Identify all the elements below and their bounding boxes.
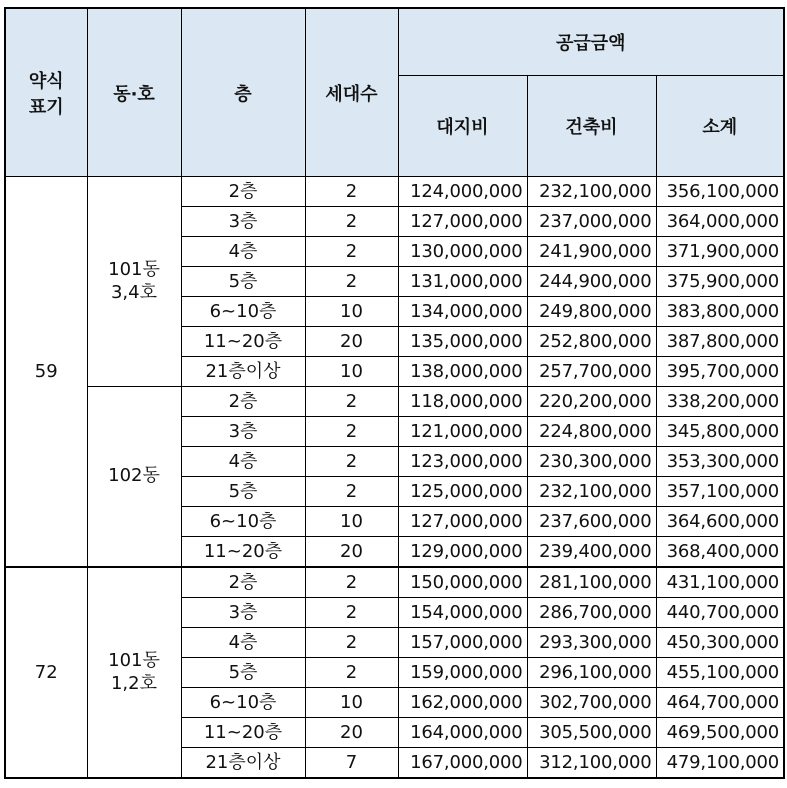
households-cell: 2 xyxy=(305,477,398,507)
land-cost-cell: 118,000,000 xyxy=(398,387,527,417)
land-cost-cell: 134,000,000 xyxy=(398,297,527,327)
subtotal-cell: 356,100,000 xyxy=(656,177,784,207)
subtotal-cell: 440,700,000 xyxy=(656,598,784,628)
floor-cell: 21층이상 xyxy=(181,748,305,779)
land-cost-cell: 154,000,000 xyxy=(398,598,527,628)
table-row xyxy=(5,387,784,417)
supply-price-table xyxy=(4,7,785,779)
households-cell: 20 xyxy=(305,537,398,568)
land-cost-cell: 123,000,000 xyxy=(398,447,527,477)
header-supply-amount: 공급금액 xyxy=(398,8,784,76)
households-cell: 2 xyxy=(305,628,398,658)
building-cost-cell: 224,800,000 xyxy=(527,417,656,447)
building-cost-cell: 237,000,000 xyxy=(527,207,656,237)
floor-cell: 11~20층 xyxy=(181,537,305,568)
building-cost-cell: 281,100,000 xyxy=(527,567,656,598)
header-dong-ho: 동·호 xyxy=(87,8,181,177)
floor-cell: 4층 xyxy=(181,447,305,477)
table-header xyxy=(5,8,784,177)
floor-cell: 2층 xyxy=(181,387,305,417)
header-type xyxy=(5,8,87,177)
building-cost-cell: 257,700,000 xyxy=(527,357,656,387)
households-cell: 20 xyxy=(305,718,398,748)
land-cost-cell: 135,000,000 xyxy=(398,327,527,357)
floor-cell: 3층 xyxy=(181,598,305,628)
floor-cell: 6~10층 xyxy=(181,297,305,327)
header-type-line2: 표기 xyxy=(28,96,64,118)
building-cost-cell: 296,100,000 xyxy=(527,658,656,688)
households-cell: 2 xyxy=(305,658,398,688)
land-cost-cell: 138,000,000 xyxy=(398,357,527,387)
header-building-cost: 건축비 xyxy=(527,76,656,177)
land-cost-cell: 167,000,000 xyxy=(398,748,527,779)
subtotal-cell: 383,800,000 xyxy=(656,297,784,327)
dong-ho-cell xyxy=(87,567,181,778)
building-cost-cell: 237,600,000 xyxy=(527,507,656,537)
subtotal-cell: 455,100,000 xyxy=(656,658,784,688)
dong-ho-cell xyxy=(87,387,181,568)
floor-cell: 4층 xyxy=(181,628,305,658)
land-cost-cell: 129,000,000 xyxy=(398,537,527,568)
land-cost-cell: 127,000,000 xyxy=(398,507,527,537)
type-cell: 72 xyxy=(5,567,87,778)
floor-cell: 2층 xyxy=(181,177,305,207)
households-cell: 10 xyxy=(305,688,398,718)
dong-line2: 3,4호 xyxy=(110,281,157,303)
households-cell: 10 xyxy=(305,297,398,327)
subtotal-cell: 368,400,000 xyxy=(656,537,784,568)
dong-ho-cell xyxy=(87,177,181,387)
land-cost-cell: 164,000,000 xyxy=(398,718,527,748)
land-cost-cell: 125,000,000 xyxy=(398,477,527,507)
floor-cell: 11~20층 xyxy=(181,718,305,748)
table-row xyxy=(5,177,784,207)
header-subtotal: 소계 xyxy=(656,76,784,177)
building-cost-cell: 312,100,000 xyxy=(527,748,656,779)
land-cost-cell: 130,000,000 xyxy=(398,237,527,267)
table-body xyxy=(5,177,784,779)
floor-cell: 2층 xyxy=(181,567,305,598)
building-cost-cell: 305,500,000 xyxy=(527,718,656,748)
households-cell: 2 xyxy=(305,207,398,237)
dong-line1: 102동 xyxy=(108,465,160,487)
subtotal-cell: 371,900,000 xyxy=(656,237,784,267)
header-land-cost: 대지비 xyxy=(398,76,527,177)
building-cost-cell: 293,300,000 xyxy=(527,628,656,658)
type-cell: 59 xyxy=(5,177,87,568)
building-cost-cell: 220,200,000 xyxy=(527,387,656,417)
land-cost-cell: 159,000,000 xyxy=(398,658,527,688)
land-cost-cell: 131,000,000 xyxy=(398,267,527,297)
subtotal-cell: 338,200,000 xyxy=(656,387,784,417)
land-cost-cell: 162,000,000 xyxy=(398,688,527,718)
floor-cell: 5층 xyxy=(181,477,305,507)
dong-line2: 1,2호 xyxy=(110,672,157,694)
households-cell: 2 xyxy=(305,177,398,207)
households-cell: 7 xyxy=(305,748,398,779)
header-type-line1: 약식 xyxy=(28,70,64,92)
households-cell: 20 xyxy=(305,327,398,357)
floor-cell: 3층 xyxy=(181,417,305,447)
subtotal-cell: 464,700,000 xyxy=(656,688,784,718)
floor-cell: 6~10층 xyxy=(181,688,305,718)
building-cost-cell: 232,100,000 xyxy=(527,177,656,207)
floor-cell: 5층 xyxy=(181,267,305,297)
building-cost-cell: 232,100,000 xyxy=(527,477,656,507)
land-cost-cell: 121,000,000 xyxy=(398,417,527,447)
floor-cell: 3층 xyxy=(181,207,305,237)
floor-cell: 6~10층 xyxy=(181,507,305,537)
dong-line1: 101동 xyxy=(108,650,160,671)
subtotal-cell: 469,500,000 xyxy=(656,718,784,748)
floor-cell: 21층이상 xyxy=(181,357,305,387)
table-row xyxy=(5,567,784,598)
land-cost-cell: 150,000,000 xyxy=(398,567,527,598)
households-cell: 10 xyxy=(305,507,398,537)
households-cell: 10 xyxy=(305,357,398,387)
building-cost-cell: 241,900,000 xyxy=(527,237,656,267)
subtotal-cell: 364,000,000 xyxy=(656,207,784,237)
floor-cell: 4층 xyxy=(181,237,305,267)
subtotal-cell: 357,100,000 xyxy=(656,477,784,507)
building-cost-cell: 239,400,000 xyxy=(527,537,656,568)
households-cell: 2 xyxy=(305,267,398,297)
land-cost-cell: 157,000,000 xyxy=(398,628,527,658)
households-cell: 2 xyxy=(305,447,398,477)
households-cell: 2 xyxy=(305,567,398,598)
header-floor: 층 xyxy=(181,8,305,177)
subtotal-cell: 353,300,000 xyxy=(656,447,784,477)
subtotal-cell: 375,900,000 xyxy=(656,267,784,297)
building-cost-cell: 302,700,000 xyxy=(527,688,656,718)
subtotal-cell: 364,600,000 xyxy=(656,507,784,537)
dong-line1: 101동 xyxy=(108,259,160,280)
subtotal-cell: 479,100,000 xyxy=(656,748,784,779)
households-cell: 2 xyxy=(305,417,398,447)
land-cost-cell: 124,000,000 xyxy=(398,177,527,207)
header-households: 세대수 xyxy=(305,8,398,177)
households-cell: 2 xyxy=(305,387,398,417)
floor-cell: 11~20층 xyxy=(181,327,305,357)
building-cost-cell: 286,700,000 xyxy=(527,598,656,628)
building-cost-cell: 244,900,000 xyxy=(527,267,656,297)
building-cost-cell: 249,800,000 xyxy=(527,297,656,327)
households-cell: 2 xyxy=(305,237,398,267)
households-cell: 2 xyxy=(305,598,398,628)
building-cost-cell: 252,800,000 xyxy=(527,327,656,357)
land-cost-cell: 127,000,000 xyxy=(398,207,527,237)
building-cost-cell: 230,300,000 xyxy=(527,447,656,477)
subtotal-cell: 450,300,000 xyxy=(656,628,784,658)
subtotal-cell: 345,800,000 xyxy=(656,417,784,447)
floor-cell: 5층 xyxy=(181,658,305,688)
subtotal-cell: 431,100,000 xyxy=(656,567,784,598)
subtotal-cell: 395,700,000 xyxy=(656,357,784,387)
subtotal-cell: 387,800,000 xyxy=(656,327,784,357)
